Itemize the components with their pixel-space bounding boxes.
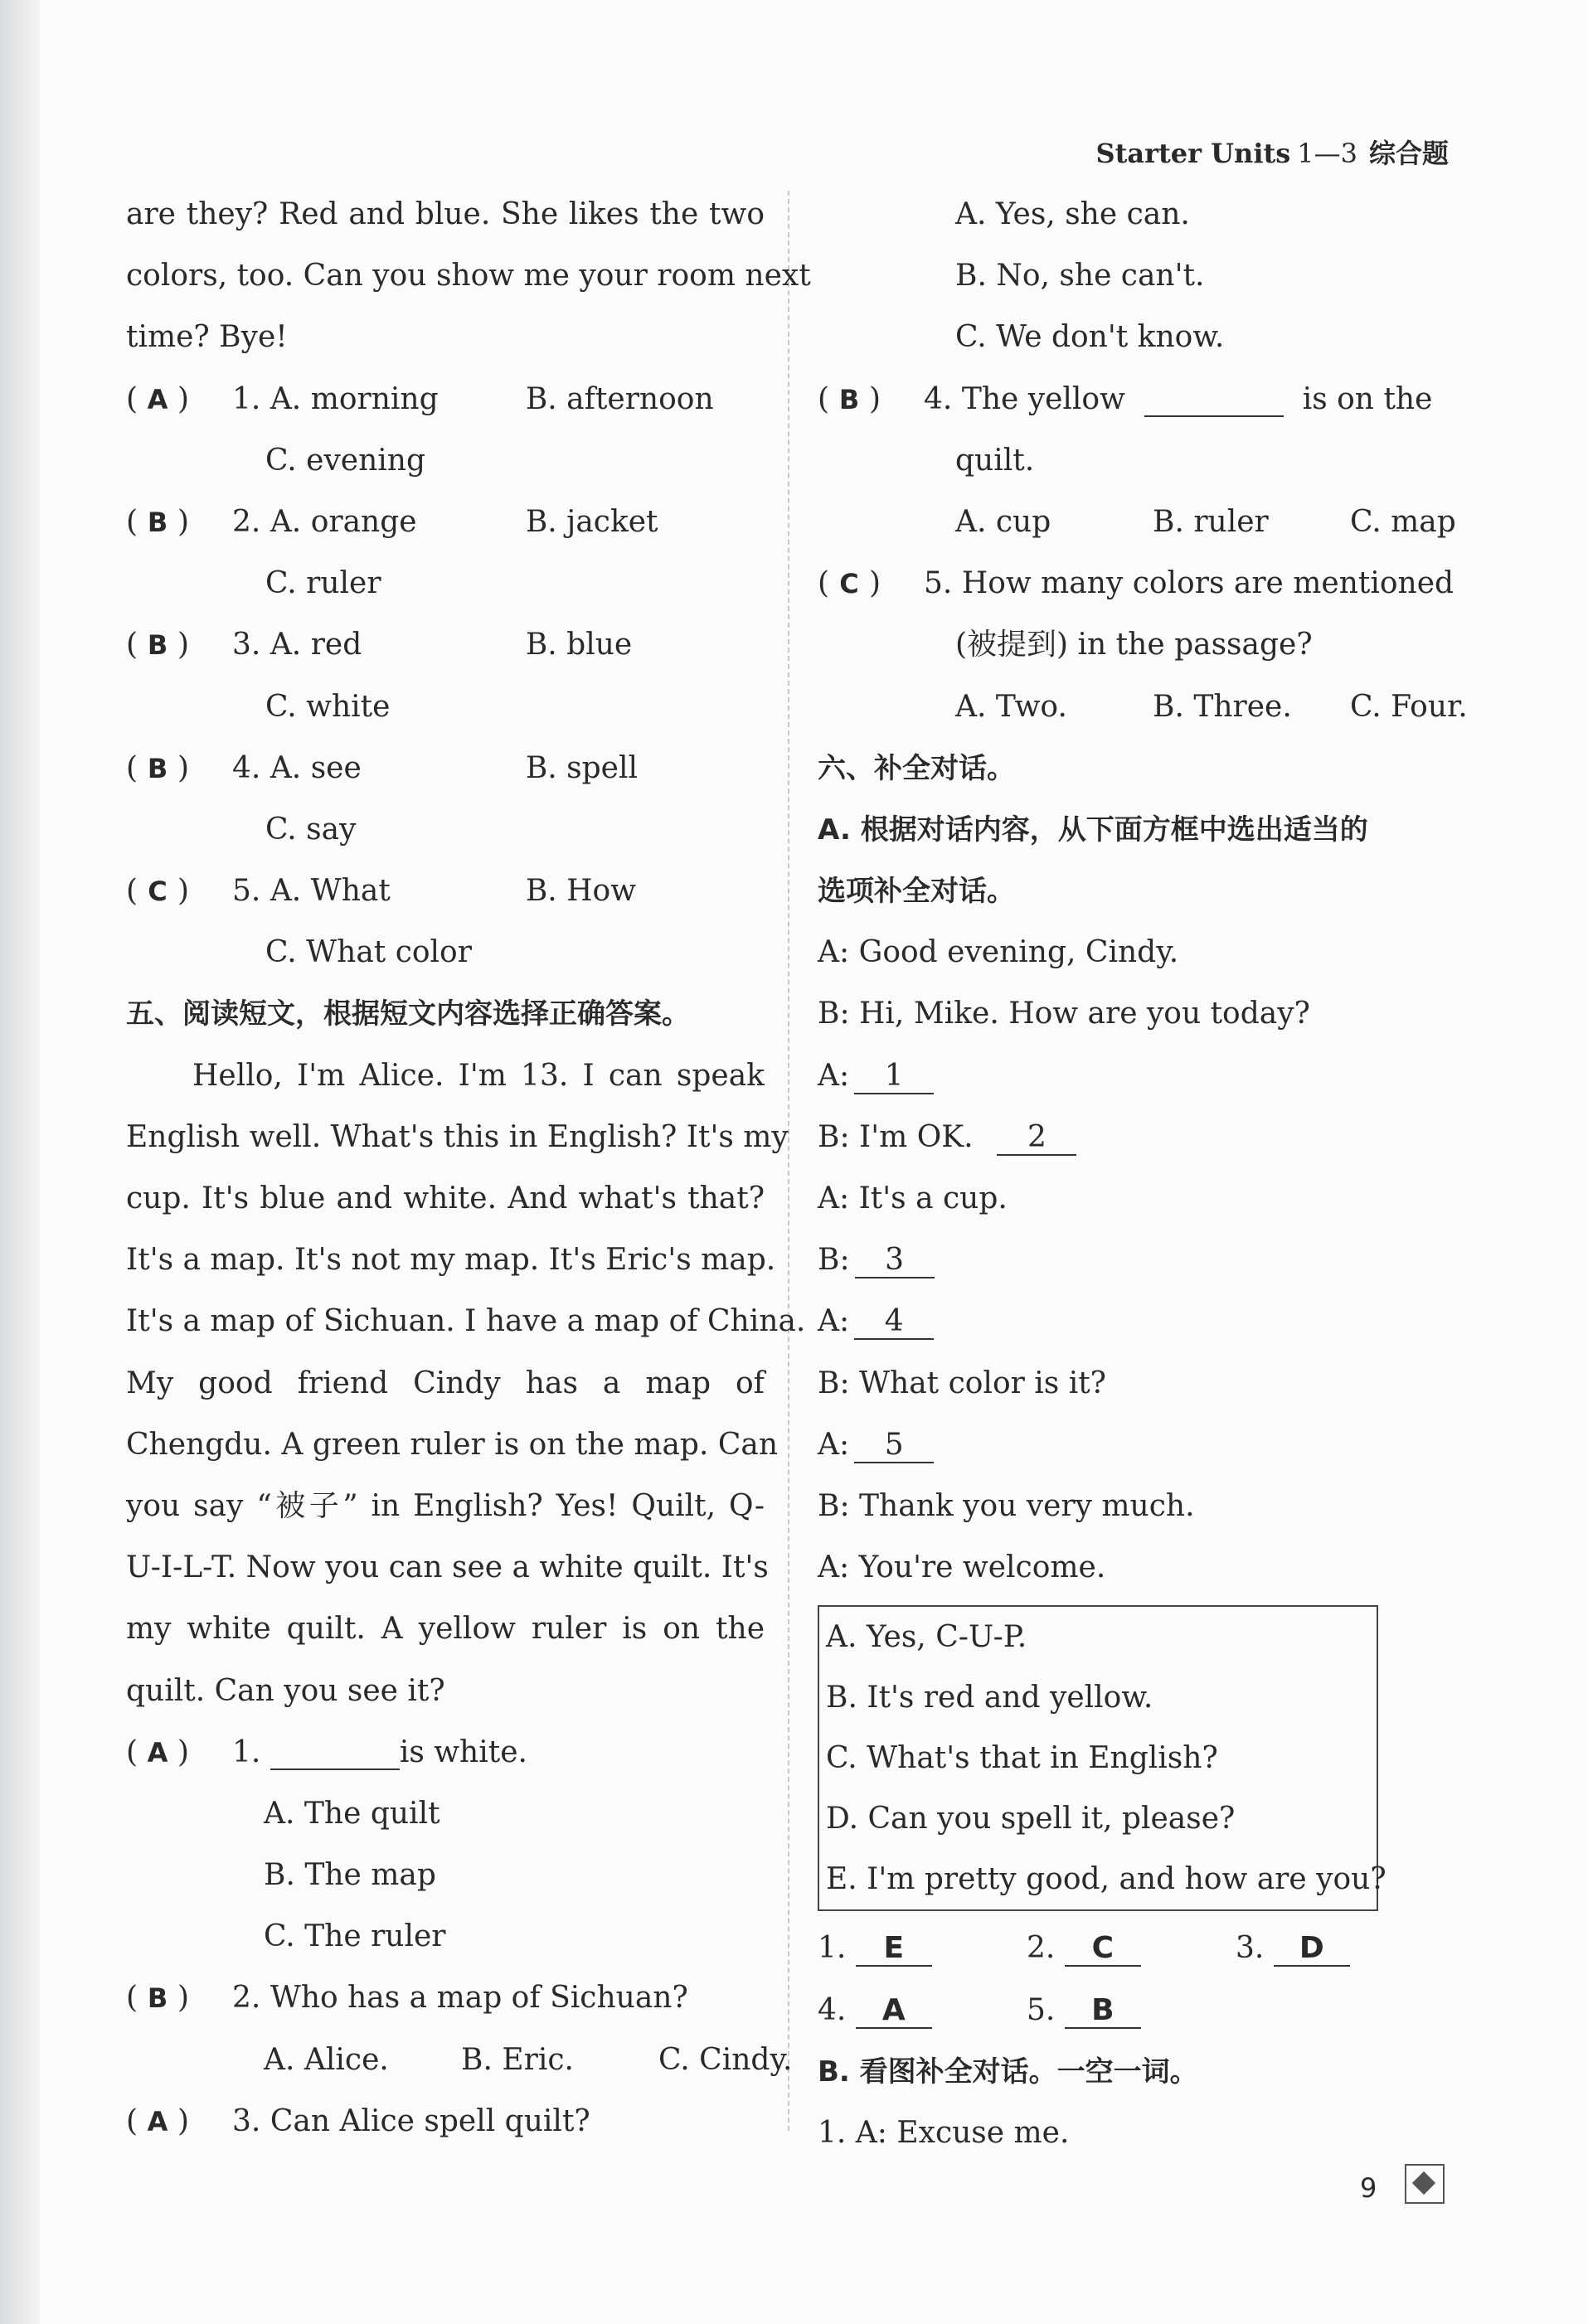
option: C. map [1350,504,1456,539]
question-text: is white. [399,1735,527,1769]
passage-line: you say “被子” in English? Yes! Quilt, Q- [126,1488,765,1523]
dialogue-line: A: You're welcome. [818,1550,1106,1585]
header-range: 1—3 [1297,138,1357,169]
question-number: 3. [232,628,261,662]
option: C. Cindy. [658,2042,793,2077]
answer-bracket: ( B ) [126,492,232,553]
answer-number: 5. [1027,1992,1056,2027]
answer-letter: A [856,1994,932,2029]
question-number: 5. [232,874,261,909]
reading-question-3 [126,2091,765,2152]
option: B. Three. [1153,689,1292,724]
question-number: 1. [232,381,261,416]
answer-blank [270,1735,400,1770]
cloze-question [126,738,765,799]
page-number: 9 [1360,2172,1377,2204]
passage-line: U-I-L-T. Now you can see a white quilt. It's [126,1550,769,1585]
question-text: is on the [1302,381,1433,416]
answer-letter: C [1065,1932,1141,1967]
passage-line: my white quilt. A yellow ruler is on the [126,1612,765,1647]
dialogue-line: B: Thank you very much. [818,1488,1195,1523]
answer-bracket: ( B ) [818,369,924,430]
page-header [1096,133,1449,171]
answer-item [1027,1918,1236,1979]
part-a-title: 选项补全对话。 [818,875,1015,909]
section-six-title: 六、补全对话。 [818,751,1015,785]
cloze-question [126,861,765,922]
option-a: A. What [270,874,391,909]
passage-line: My good friend Cindy has a map of [126,1366,765,1400]
box-option: A. Yes, C-U-P. [826,1620,1027,1655]
answer-grid-row [818,1980,1473,2041]
option: C. Four. [1350,689,1468,724]
question-number: 2. [232,1981,261,2016]
question-text: Who has a map of Sichuan? [270,1981,688,2016]
answer-item [1027,1980,1236,2041]
answer-letter: B [838,383,860,415]
part-a-title: A. 根据对话内容，从下面方框中选出适当的 [818,813,1368,847]
box-option: B. It's red and yellow. [826,1681,1153,1715]
answer-bracket: ( B ) [126,614,232,676]
reading-question-2 [126,1967,765,2029]
cloze-question [126,492,765,553]
question-number: 1. [232,1735,261,1769]
option-a: A. red [270,628,362,662]
options-box [818,1605,1386,1911]
speaker: B: [818,1243,850,1278]
option-c: C. ruler [265,566,381,601]
option: A. Alice. [264,2042,389,2077]
option-b: B. spell [525,750,639,785]
option-a: A. orange [270,504,417,539]
speaker: A: [818,1427,850,1462]
part-b-line: 1. A: Excuse me. [818,2115,1070,2150]
intro-line: colors, too. Can you show me your room next [126,259,811,294]
speaker: B: I'm OK. [818,1119,974,1154]
answer-item [818,1918,1027,1979]
part-b-title: B. 看图补全对话。一空一词。 [818,2055,1198,2089]
speaker: A: [818,1058,850,1093]
dialogue-blank: 5 [854,1429,934,1463]
answer-letter: B [147,1982,168,2015]
option: B. Eric. [461,2042,574,2077]
option-row [126,2030,793,2091]
option-row [818,677,1473,738]
answer-bracket: ( C ) [818,553,924,614]
question-text-cont: (被提到) in the passage? [955,628,1313,662]
option-b: B. jacket [525,504,658,539]
passage-line: Hello, I'm Alice. I'm 13. I can speak [192,1058,765,1093]
dialogue-line: A: Good evening, Cindy. [818,935,1179,970]
dialogue-line [818,1046,1473,1107]
diamond-logo-icon [1405,2164,1445,2204]
question-number: 2. [232,504,261,539]
option-b: B. blue [525,628,633,662]
option: A. cup [955,504,1051,539]
cloze-question [126,369,765,430]
question-number: 4. [232,750,261,785]
question-text: Can Alice spell quilt? [270,2103,590,2138]
answer-bracket: ( C ) [126,861,232,922]
option-c: C. evening [265,443,426,478]
page-edge-shadow [0,0,40,2324]
dialogue-line: B: Hi, Mike. How are you today? [818,997,1310,1031]
right-column [818,184,1473,2164]
option-b: B. afternoon [525,381,714,416]
option-a: A. morning [270,381,439,416]
answer-item [1236,1918,1445,1979]
box-option: D. Can you spell it, please? [826,1802,1236,1836]
answer-letter: B [147,752,168,784]
answer-letter: C [148,876,168,908]
reading-question-5 [818,553,1473,614]
column-divider [788,191,789,2131]
option: A. Yes, she can. [955,197,1190,231]
dialogue-line: A: It's a cup. [818,1181,1008,1215]
question-text: The yellow [961,381,1125,416]
answer-bracket: ( A ) [126,369,232,430]
reading-question-4 [818,369,1473,430]
option: C. The ruler [264,1919,446,1954]
passage-line: English well. What's this in English? It's my [126,1119,789,1154]
option: B. ruler [1153,504,1269,539]
option: A. The quilt [264,1796,440,1831]
option-c: C. say [265,812,357,847]
answer-letter: A [147,383,168,415]
dialogue-line [818,1107,1473,1168]
passage-line: Chengdu. A green ruler is on the map. Can [126,1427,779,1462]
option-row [818,492,1473,553]
box-option: E. I'm pretty good, and how are you? [826,1862,1386,1897]
dialogue-blank: 3 [855,1244,935,1278]
passage-line: cup. It's blue and white. And what's that? [126,1181,765,1215]
dialogue-blank: 4 [854,1305,934,1340]
question-text: How many colors are mentioned [961,566,1454,601]
dialogue-line [818,1414,1473,1476]
option: C. We don't know. [955,320,1225,355]
question-text-cont: quilt. [955,443,1035,478]
option: B. No, she can't. [955,259,1205,294]
passage-line: It's a map of Sichuan. I have a map of China. [126,1304,806,1339]
answer-number: 4. [818,1992,847,2027]
dialogue-blank: 2 [997,1121,1076,1156]
answer-bracket: ( B ) [126,1967,232,2029]
answer-letter: B [1065,1994,1141,2029]
option-b: B. How [525,874,637,909]
answer-letter: A [147,1736,168,1768]
section-five-title: 五、阅读短文，根据短文内容选择正确答案。 [126,997,690,1031]
answer-bracket: ( B ) [126,738,232,799]
answer-number: 2. [1027,1931,1056,1966]
answer-bracket: ( A ) [126,2091,232,2152]
option: A. Two. [955,689,1067,724]
reading-question-1 [126,1722,765,1783]
box-option: C. What's that in English? [826,1741,1218,1776]
intro-line: time? Bye! [126,320,288,355]
question-number: 4. [924,381,953,416]
dialogue-line: B: What color is it? [818,1366,1106,1400]
speaker: A: [818,1304,850,1339]
answer-letter: C [839,568,859,600]
answer-letter: B [147,629,168,662]
dialogue-line [818,1230,1473,1291]
option-a: A. see [270,750,362,785]
answer-letter: D [1274,1932,1350,1967]
answer-number: 1. [818,1931,847,1966]
answer-blank [1144,382,1284,417]
passage-line: It's a map. It's not my map. It's Eric's map. [126,1243,776,1278]
answer-letter: E [856,1932,932,1967]
cloze-question [126,614,765,676]
question-number: 3. [232,2103,261,2138]
answer-bracket: ( A ) [126,1722,232,1783]
dialogue-line [818,1291,1473,1352]
answer-grid-row [818,1918,1473,1979]
question-number: 5. [924,566,953,601]
header-label: 综合题 [1368,138,1449,169]
answer-number: 3. [1236,1931,1265,1966]
intro-line: are they? Red and blue. She likes the two [126,197,765,231]
answer-letter: A [147,2105,168,2137]
passage-line: quilt. Can you see it? [126,1673,445,1708]
header-title: Starter Units [1095,138,1291,169]
answer-letter: B [147,506,168,538]
left-column [126,184,811,2152]
dialogue-blank: 1 [854,1060,934,1094]
option-c: C. white [265,689,391,724]
answer-item [818,1980,1027,2041]
option: B. The map [264,1858,436,1893]
option-c: C. What color [265,935,472,970]
